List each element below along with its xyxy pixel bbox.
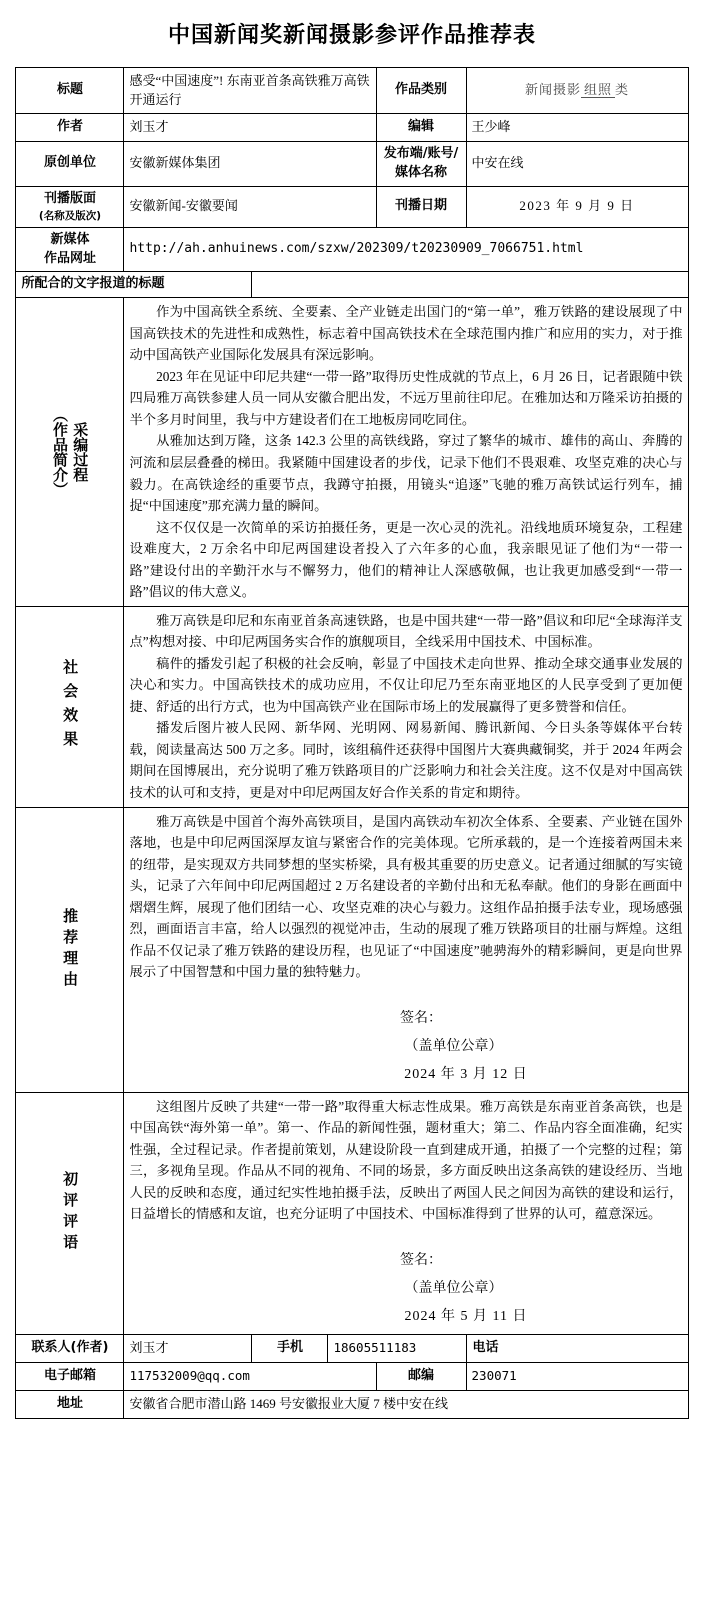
category-selected: 组照 [581,82,615,98]
table-row-author [16,114,688,142]
preliminary-review-signature-block [129,1247,682,1331]
label-process [16,298,124,606]
seal-label: （盖单位公章） [404,1038,503,1054]
label-author: 作者 [16,114,124,142]
platform-label-line1: 发布端/账号/ [383,146,459,161]
preliminary-review-label-text: 初评评语 [61,1171,80,1256]
process-label-left [50,407,70,497]
social-effect-label-text-wrap [60,659,80,755]
label-recommend-reason [16,807,124,1092]
label-category: 作品类别 [376,68,466,114]
recommend-reason-label-stack [21,908,118,992]
value-address: 安徽省合肥市潜山路 1469 号安徽报业大厦 7 楼中安在线 [124,1390,688,1418]
label-platform [376,142,466,187]
category-suffix: 类 [615,82,630,98]
table-row-address [16,1390,688,1418]
preliminary-review-label-text-wrap [60,1171,80,1255]
label-title: 标题 [16,68,124,114]
table-row-social-effect [16,606,688,807]
label-address: 地址 [16,1390,124,1418]
value-title: 感受“中国速度”! 东南亚首条高铁雅万高铁开通运行 [124,68,376,114]
content-social-effect [124,606,688,807]
table-row-email [16,1362,688,1390]
social-effect-paragraph: 稿件的播发引起了积极的社会反响，彰显了中国技术走向世界、推动全球交通事业发展的决心和实力。中国高铁技术的成功应用，不仅让印尼乃至东南亚地区的人民享受到了更加便捷、舒适的出行方式，也为中国高铁产业在国际市场上的发展赢得了更多赞誉和信任。 [129,655,683,714]
recommend-reason-paragraph: 雅万高铁是中国首个海外高铁项目，是国内高铁动车初次全体系、全要素、产业链在国外落地，也是中印尼两国深厚友谊与紧密合作的完美体现。它所承载的，是一个连接着两国未来的纽带，是实现双方共同梦想的坚实桥梁，具有极其重要的历史意义。记者通过细腻的写实镜头，记录了六年间中印尼两国超过 2 万名建设者的辛勤付出和无私奉献。他们的身影在画面中熠熠生辉，展现了他们团结一心、攻坚克难的决心与毅力。这组作品拍摄手法专业，现场感强烈，画面语言丰富，给人以强烈的视觉冲击，生动的展现了雅万铁路项目的壮丽与辉煌。这组作品不仅记录了雅万铁路的建设历程，也见证了“中国速度”驰骋海外的精彩瞬间，更是向世界展示了中国智慧和中国力量的独特魅力。 [129,813,683,980]
label-preliminary-review [16,1092,124,1334]
value-url[interactable]: http://ah.anhuinews.com/szxw/202309/t20230909_7066751.html [124,227,688,272]
table-row-process [16,298,688,606]
signature-label: 签名： [400,1010,442,1026]
value-mobile: 18605511183 [328,1334,466,1362]
content-preliminary-review [124,1092,688,1334]
process-paren-close: ） [50,482,69,497]
value-contact: 刘玉才 [124,1334,252,1362]
recommendation-form-table [15,67,688,1419]
social-effect-label-text: 社会效果 [61,658,80,755]
label-email: 电子邮箱 [16,1362,124,1390]
process-paragraph: 这不仅仅是一次简单的采访拍摄任务，更是一次心灵的洗礼。沿线地质环境复杂，工程建设难度大，2 万余名中印尼两国建设者投入了六年多的心血，我亲眼见证了他们为“一带一路”建设付出的辛勤汗水与不懈努力，他们的精神让人深感敬佩，也让我更加感受到“一带一路”倡议的伟大意义。 [129,519,683,600]
table-row-origin-unit [16,142,688,187]
process-paragraph: 从雅加达到万隆，这条 142.3 公里的高铁线路，穿过了繁华的城市、雄伟的高山、奔腾的河流和层层叠叠的梯田。我紧随中国建设者的步伐，记录下他们不畏艰难、攻坚克难的决心与毅力。在高铁途经的重要节点，我蹲守拍摄，用镜头“追逐”飞驰的雅万高铁试运行列车，捕捉“中国速度”那充满力量的瞬间。 [129,433,683,514]
label-companion-report-title: 所配合的文字报道的标题 [16,272,252,298]
url-label-line2: 作品网址 [43,250,96,266]
process-paragraph: 作为中国高铁全系统、全要素、全产业链走出国门的“第一单”，雅万铁路的建设展现了中国高铁技术的先进性和成熟性，标志着中国高铁技术在全球范围内推广和应用的实力，对于推动中国高铁产业国际化发展具有深远影响。 [129,304,683,363]
social-effect-paragraph: 播发后图片被人民网、新华网、光明网、网易新闻、腾讯新闻、今日头条等媒体平台转载，阅读量高达 500 万之多。同时，该组稿件还获得中国图片大赛典藏铜奖，并于 2024 年两会期间在国博展出，充分说明了雅万铁路项目的广泛影响力和社会关注度。这不仅是对中国高铁技术的认可和支持，更是对中印尼两国友好合作关系的肯定和期待。 [129,720,683,800]
label-url [16,227,124,272]
signature-date: 2024 年 5 月 11 日 [404,1308,528,1324]
table-row-recommend-reason [16,807,688,1092]
process-paren-open: （ [50,407,69,422]
value-editor: 王少峰 [466,114,688,142]
label-origin-unit: 原创单位 [16,142,124,187]
table-row-publish-layout [16,186,688,227]
value-postcode: 230071 [466,1362,688,1390]
table-row-title [16,68,688,114]
value-category [466,68,688,114]
url-label-line1: 新媒体 [50,231,90,247]
table-row-preliminary-review [16,1092,688,1334]
label-postcode: 邮编 [376,1362,466,1390]
value-author: 刘玉才 [124,114,376,142]
value-publish-date: 2023 年 9 月 9 日 [466,186,688,227]
value-platform: 中安在线 [466,142,688,187]
process-paragraph: 2023 年在见证中印尼共建“一带一路”取得历史性成就的节点上，6 月 26 日，记者跟随中铁四局雅万高铁参建人员一同从安徽合肥出发，不远万里前往印尼。在雅加达和万隆采访拍摄的半个多月时间里，我与中方建设者们在工地板房同吃同住。 [129,368,683,427]
signature-label: 签名： [400,1252,442,1268]
process-label-right-text: 采编过程 [71,422,90,482]
content-recommend-reason [124,807,688,1092]
publish-layout-label-sub: (名称及版次) [38,209,102,222]
recommend-reason-label-text: 推荐理由 [61,907,80,992]
content-process [124,298,688,606]
process-label-right [70,422,90,482]
preliminary-review-paragraph: 这组图片反映了共建“一带一路”取得重大标志性成果。雅万高铁是东南亚首条高铁，也是中国高铁“海外第一单”。第一、作品的新闻性强，题材重大；第二、作品内容全面准确，纪实性强，全过程记录。作者提前策划，从建设阶段一直到建成开通，拍摄了一个完整的过程；第三，多视角呈现。作品从不同的视角、不同的场景，多方面反映出这条高铁的建设经历、当地人民的反映和态度，通过纪实性地拍摄手法，反映出了两国人民之间因为高铁的建设和运行，日益增长的情感和友谊，也充分证明了中国技术、中国标准得到了世界的认可，蕴意深远。 [129,1098,683,1222]
label-editor: 编辑 [376,114,466,142]
label-contact: 联系人(作者) [16,1334,124,1362]
value-email: 117532009@qq.com [124,1362,376,1390]
label-publish-date: 刊播日期 [376,186,466,227]
table-row-companion-report [16,272,688,298]
recommend-reason-label-text-wrap [60,908,80,992]
label-phone [466,1334,688,1362]
label-social-effect [16,606,124,807]
label-phone-text: 电话 [472,1340,499,1356]
signature-date: 2024 年 3 月 12 日 [404,1066,528,1082]
label-publish-layout [16,186,124,227]
process-label-stack [21,407,118,497]
category-prefix: 新闻摄影 [524,82,581,98]
table-row-url [16,227,688,272]
recommend-reason-signature-block [129,1005,682,1089]
value-publish-layout: 安徽新闻-安徽要闻 [124,186,376,227]
value-companion-report-title [252,272,688,298]
page-title: 中国新闻奖新闻摄影参评作品推荐表 [167,23,536,48]
seal-label: （盖单位公章） [404,1280,503,1296]
table-row-contact [16,1334,688,1362]
publish-layout-label-main: 刊播版面 [43,190,96,206]
process-label-left-text: 作品简介 [50,422,69,482]
platform-label-line2: 媒体名称 [395,164,448,180]
label-mobile: 手机 [252,1334,328,1362]
value-origin-unit: 安徽新媒体集团 [124,142,376,187]
preliminary-review-label-stack [21,1171,118,1255]
social-effect-label-stack [21,659,118,755]
social-effect-paragraph: 雅万高铁是印尼和东南亚首条高速铁路，也是中国共建“一带一路”倡议和印尼“全球海洋支点”构想对接、中印尼两国务实合作的旗舰项目，全线采用中国技术、中国标准。 [129,612,683,650]
